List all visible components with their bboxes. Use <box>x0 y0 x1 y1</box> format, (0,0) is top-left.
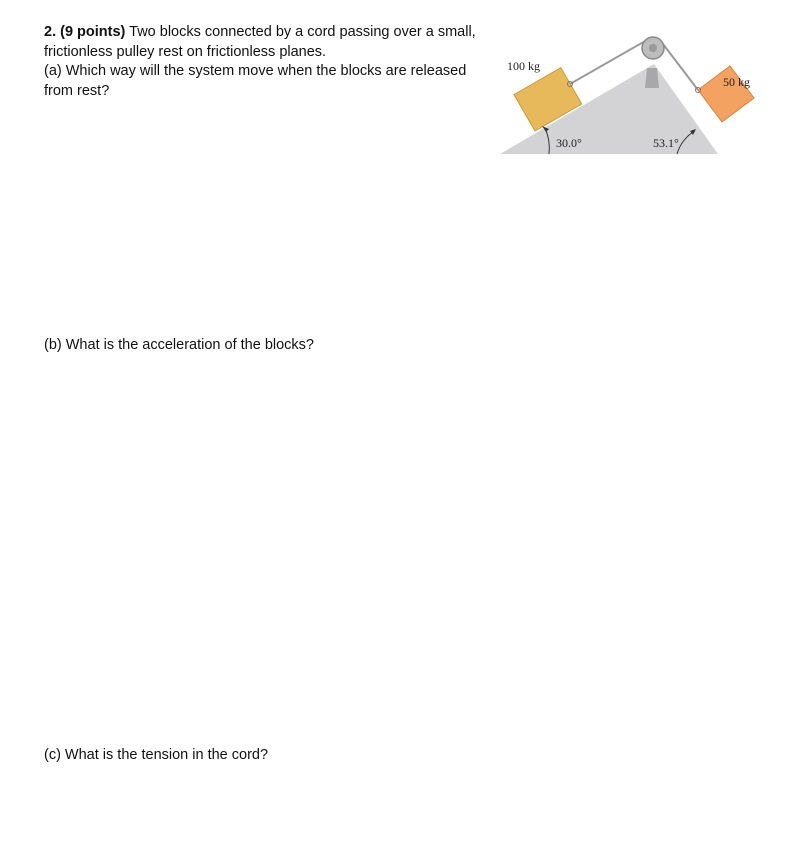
right-angle-label: 53.1° <box>653 136 679 150</box>
part-a-question: (a) Which way will the system move when the blocks are released from rest? <box>44 63 467 99</box>
part-b-question: (b) What is the acceleration of the blocks? <box>44 337 314 353</box>
part-c-question: (c) What is the tension in the cord? <box>44 747 269 763</box>
right-mass-label: 50 kg <box>723 75 750 89</box>
incline-diagram <box>497 28 759 160</box>
pulley-mount <box>645 68 659 88</box>
question-intro: Two blocks connected by a cord passing over a small, frictionless pulley rest on frictionless planes. <box>44 24 476 60</box>
pulley-axle <box>649 44 657 52</box>
problem-text <box>44 23 484 101</box>
question-points: (9 points) <box>60 24 126 40</box>
left-angle-label: 30.0° <box>556 136 582 150</box>
question-paragraph <box>44 23 484 62</box>
left-mass-label: 100 kg <box>507 59 540 73</box>
right-cord <box>663 44 698 90</box>
question-number: 2. <box>44 24 57 40</box>
